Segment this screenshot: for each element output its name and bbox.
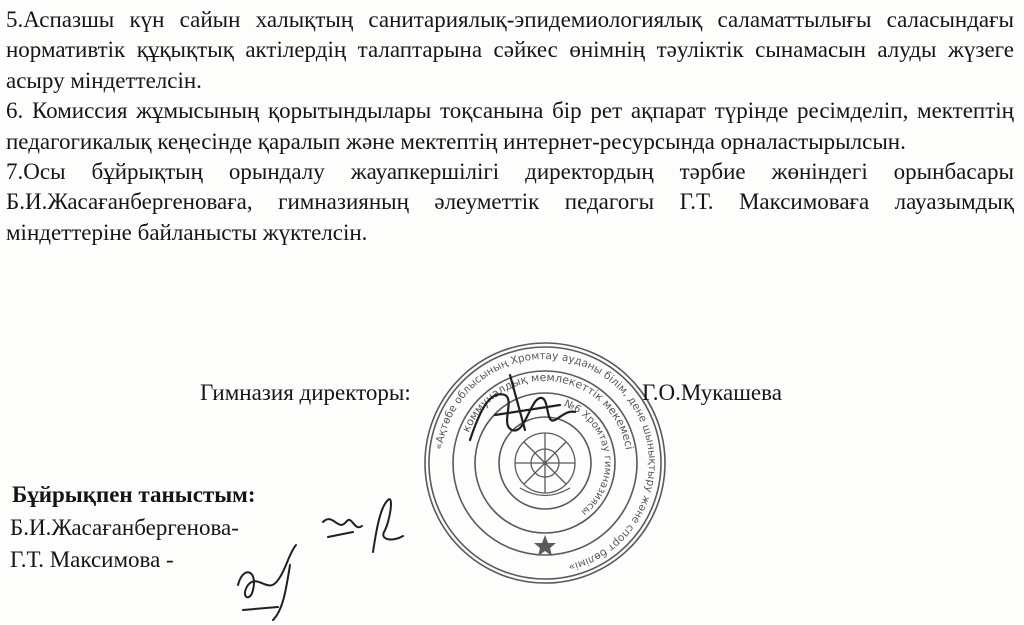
stamp-inner-text: №6 Хромтау гимназиясы [562, 398, 614, 518]
acknowledgement-heading: Бұйрықпен таныстым: [12, 482, 256, 507]
paragraph-5: 5.Аспазшы күн сайын халықтың санитариялық-эпидемиологиялық саламаттылығы саласындағы нормативтік құқықтық актілердің талаптарына сәйкес өнімнің тәуліктік сынамасын алуды жүзеге асыру міндеттелсін. [6, 7, 1014, 93]
director-name: Г.О.Мукашева [642, 380, 782, 405]
star-icon [534, 535, 556, 556]
director-title: Гимназия директоры: [200, 380, 411, 405]
acknowledgement-name-2: Г.Т. Максимова - [10, 547, 174, 572]
paragraph-6: 6. Комиссия жұмысының қорытындылары тоқсанына бір рет ақпарат түрінде ресімделіп, мектептің педагогикалық кеңесінде қаралып және мектептің интернет-ресурсында орналастырылсын. [6, 98, 1014, 154]
acknowledgement-name-1: Б.И.Жасағанбергенова- [10, 515, 239, 540]
acknowledgement-signature-1 [318, 492, 408, 562]
stamp-outer-text: «Ақтөбе облысының Хромтау ауданы білім, дене шынықтыру және спорт бөлімі» [432, 349, 659, 574]
order-body-text [6, 5, 1014, 248]
director-signature [450, 370, 580, 450]
paragraph-7: 7.Осы бұйрықтың орындалу жауапкершілігі директордың тәрбие жөніндегі орынбасары Б.И.Жасағанбергеноваға, гимназияның әлеуметтік педагогы Г.Т. Максимоваға лауазымдық міндеттеріне байланысты жүктелсін. [6, 159, 1014, 245]
acknowledgement-signature-2 [228, 535, 308, 625]
stamp-middle-text: коммуналдық мемлекеттік мекемесі [459, 370, 636, 451]
